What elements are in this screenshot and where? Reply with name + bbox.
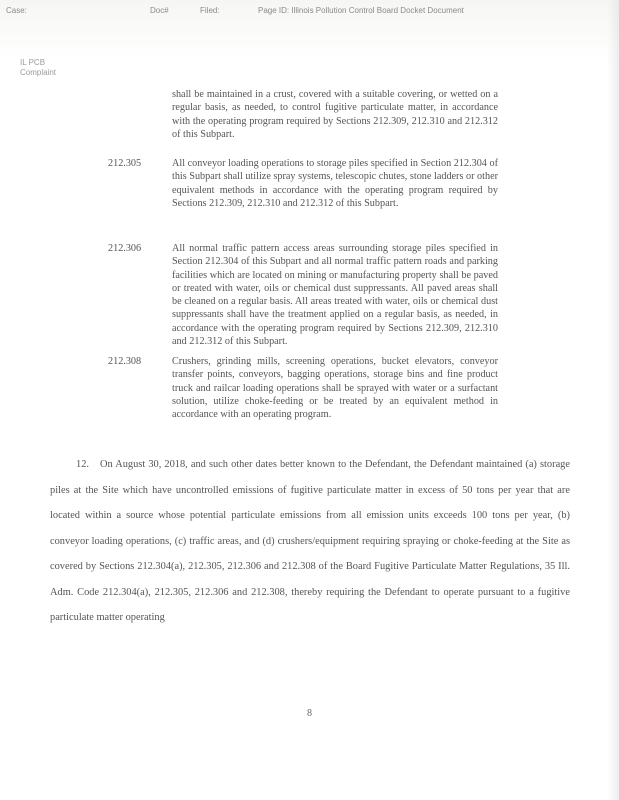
stamp-filed: Filed: (200, 6, 220, 15)
section-number: 212.305 (108, 158, 142, 169)
header-line-1: IL PCB (20, 58, 46, 67)
stamp-doc: Doc# (150, 6, 169, 15)
quoted-section-212-306 (108, 242, 498, 348)
paragraph-number: 12. (76, 459, 89, 470)
scan-edge-shadow (607, 0, 619, 800)
header-line-2: Complaint (20, 68, 57, 77)
complaint-paragraph-12 (50, 452, 570, 631)
section-text: Crushers, grinding mills, screening operations, bucket elevators, conveyor transfer points, conveyors, bagging operations, storage bins and fine product truck and railcar loading operations shall be sprayed with water or a surfactant solution, utilize choke-feeding or be treated by an equivalent method in accordance with an operating program. (172, 356, 498, 421)
section-number: 212.308 (108, 356, 142, 367)
paragraph-text: On August 30, 2018, and such other dates better known to the Defendant, the Defendant maintained (a) storage piles at the Site which have uncontrolled emissions of fugitive particulate matter in excess of 50 tons per year that are located within a source whose potential particulate emissions from all emission units exceeds 100 tons per year, (b) conveyor loading operations, (c) traffic areas, and (d) crushers/equipment requiring spraying or choke-feeding at the Site as covered by Sections 212.304(a), 212.305, 212.306 and 212.308 of the Board Fugitive Particulate Matter Regulations, 35 Ill. Adm. Code 212.304(a), 212.305, 212.306 and 212.308, thereby requiring the Defendant to operate pursuant to a fugitive particulate matter operating (50, 459, 570, 623)
quoted-section-212-305 (108, 157, 498, 210)
stamp-right: Page ID: Illinois Pollution Control Board Docket Document (258, 6, 464, 15)
quoted-section-212-308 (108, 355, 498, 421)
section-text: shall be maintained in a crust, covered with a suitable covering, or wetted on a regular basis, as needed, to control fugitive particulate matter, in accordance with the operating program required by Sections 212.309, 212.310 and 212.312 of this Subpart. (172, 89, 498, 140)
page-header (20, 58, 200, 78)
page-number: 8 (307, 708, 312, 719)
stamp-case: Case: (6, 6, 27, 15)
filing-stamp (0, 6, 619, 18)
section-text: All normal traffic pattern access areas surrounding storage piles specified in Section 212.304 of this Subpart and all normal traffic pattern roads and parking facilities which are located on mining or manufacturing property shall be paved or treated with water, oils or chemical dust suppressants. All paved areas shall be cleaned on a regular basis. All areas treated with water, oils or chemical dust suppressants shall have the treatment applied on a regular basis, as needed, in accordance with the operating program required by Sections 212.309, 212.310 and 212.312 of this Subpart. (172, 243, 498, 348)
section-number: 212.306 (108, 243, 142, 254)
section-text: All conveyor loading operations to storage piles specified in Section 212.304 of this Subpart shall utilize spray systems, telescopic chutes, stone ladders or other equivalent methods in accordance with the operating program required by Sections 212.309, 212.310 and 212.312 of this Subpart. (172, 158, 498, 209)
quoted-section-continuation (108, 88, 498, 141)
